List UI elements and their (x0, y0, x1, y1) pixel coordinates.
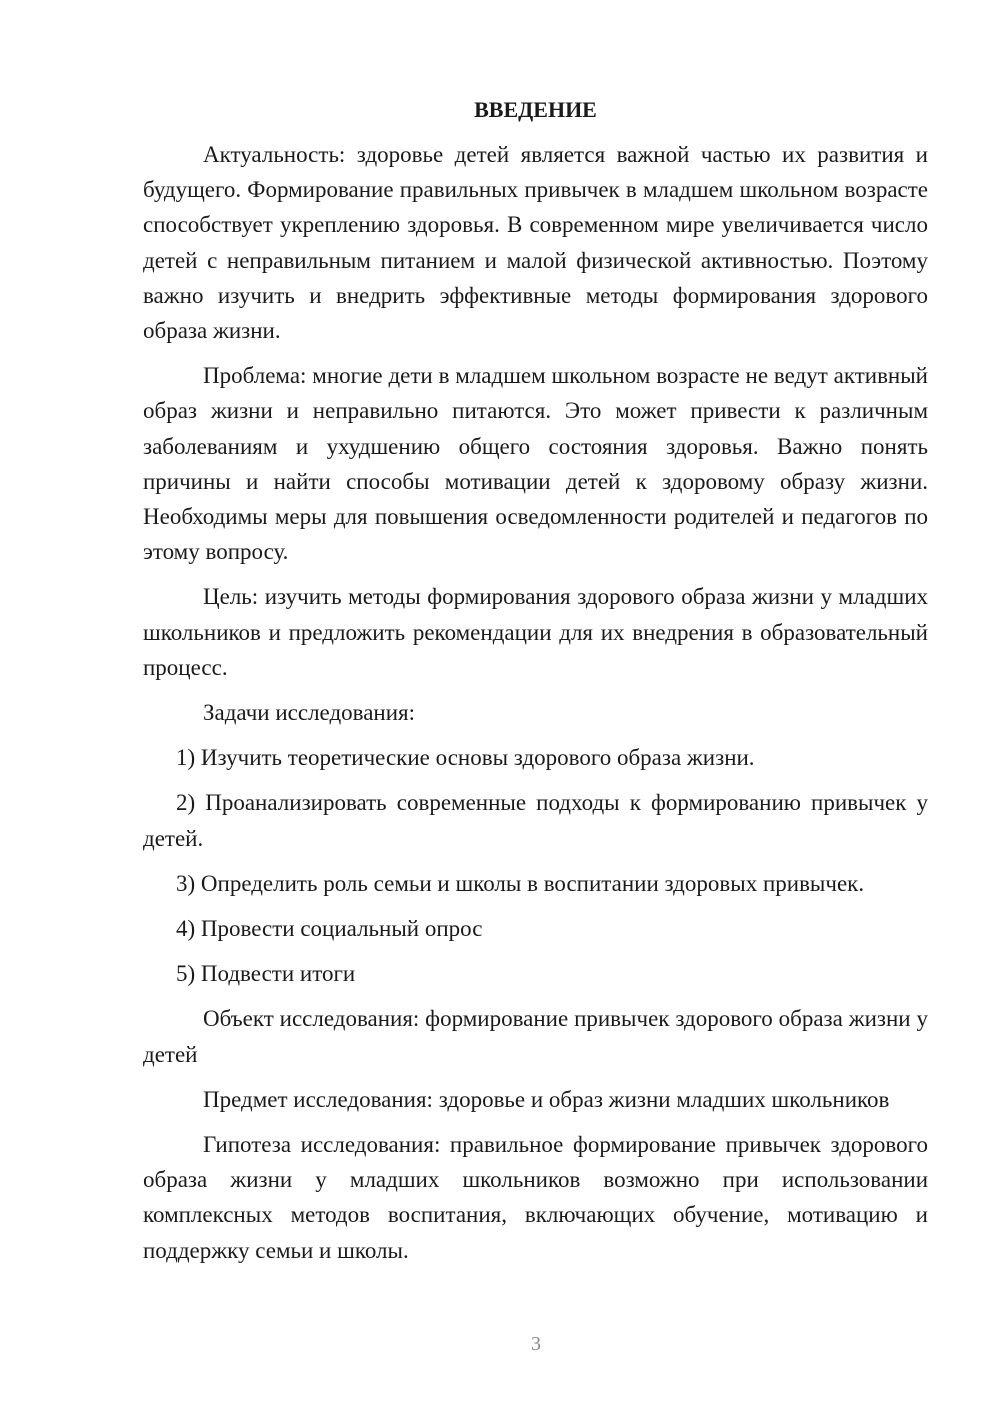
page-content (143, 95, 928, 1268)
section-title: ВВЕДЕНИЕ (474, 97, 597, 122)
subject-paragraph: Предмет исследования: здоровье и образ жизни младших школьников (203, 1086, 890, 1112)
hypothesis-paragraph: Гипотеза исследования: правильное формирование привычек здорового образа жизни у младших школьников возможно при использовании комплексных методов воспитания, включающих обучение, мотивацию и поддержку семьи и школы. (143, 1132, 928, 1263)
task-item-3: 3) Определить роль семьи и школы в воспитании здоровых привычек. (176, 870, 865, 896)
relevance-paragraph: Актуальность: здоровье детей является важной частью их развития и будущего. Формирование правильных привычек в младшем школьном возрасте способствует укреплению здоровья. В современном мире увеличивается число детей с неправильным питанием и малой физической активностью. Поэтому важно изучить и внедрить эффективные методы формирования здорового образа жизни. (143, 142, 928, 344)
task-item-1: 1) Изучить теоретические основы здорового образа жизни. (176, 745, 755, 771)
task-item-5: 5) Подвести итоги (176, 961, 356, 987)
tasks-heading: Задачи исследования: (203, 700, 416, 726)
goal-paragraph: Цель: изучить методы формирования здорового образа жизни у младших школьников и предложить рекомендации для их внедрения в образовательный процесс. (143, 584, 928, 680)
page-number: 3 (531, 1333, 541, 1355)
task-item-2: 2) Проанализировать современные подходы к формированию привычек у детей. (143, 790, 928, 851)
task-item-4: 4) Провести социальный опрос (176, 916, 483, 942)
problem-paragraph: Проблема: многие дети в младшем школьном возрасте не ведут активный образ жизни и неправильно питаются. Это может привести к различным заболеваниям и ухудшению общего состояния здоровья. Важно понять причины и найти способы мотивации детей к здоровому образу жизни. Необходимы меры для повышения осведомленности родителей и педагогов по этому вопросу. (143, 363, 928, 565)
object-paragraph: Объект исследования: формирование привычек здорового образа жизни у детей (143, 1006, 928, 1067)
